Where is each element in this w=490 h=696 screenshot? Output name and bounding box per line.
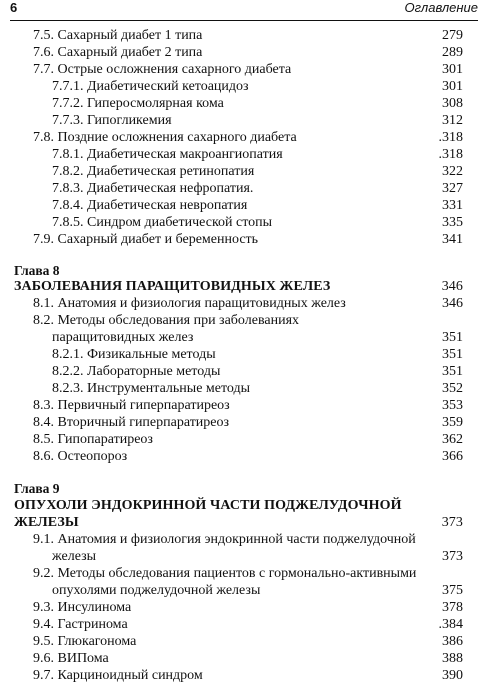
toc-entry-7-7[interactable] bbox=[33, 61, 463, 78]
toc-entry-page: 308 bbox=[442, 96, 463, 111]
toc-entry-8-3[interactable] bbox=[33, 397, 463, 414]
chapter-title-text: ОПУХОЛИ ЭНДОКРИННОЙ ЧАСТИ ПОДЖЕЛУДОЧНОЙ bbox=[14, 498, 402, 513]
toc-entry-page: 327 bbox=[442, 181, 463, 196]
toc-entry-page: 331 bbox=[442, 198, 463, 213]
chapter-8-title[interactable] bbox=[14, 278, 463, 295]
toc-entry-text: 7.7.2. Гиперосмолярная кома bbox=[52, 96, 224, 111]
toc-entry-9-2-cont[interactable] bbox=[52, 582, 463, 599]
toc-entry-text: 8.2.1. Физикальные методы bbox=[52, 347, 216, 362]
toc-entry-page: 351 bbox=[442, 364, 463, 379]
toc-entry-9-2[interactable] bbox=[33, 565, 463, 582]
toc-entry-7-5[interactable] bbox=[33, 27, 463, 44]
toc-entry-page: 366 bbox=[442, 449, 463, 464]
toc-entry-text: 9.4. Гастринома bbox=[33, 617, 128, 632]
toc-entry-text: 7.8.5. Синдром диабетической стопы bbox=[52, 215, 273, 230]
toc-entry-page: 352 bbox=[442, 381, 463, 396]
toc-entry-8-5[interactable] bbox=[33, 431, 463, 448]
toc-entry-text: 8.4. Вторичный гиперпаратиреоз bbox=[33, 415, 230, 430]
toc-entry-text: 7.5. Сахарный диабет 1 типа bbox=[33, 28, 203, 43]
toc-entry-text: 8.2.2. Лабораторные методы bbox=[52, 364, 221, 379]
toc-entry-9-3[interactable] bbox=[33, 599, 463, 616]
toc-entry-9-5[interactable] bbox=[33, 633, 463, 650]
toc-entry-text: 8.3. Первичный гиперпаратиреоз bbox=[33, 398, 230, 413]
toc-entry-7-8-3[interactable] bbox=[52, 180, 463, 197]
toc-entry-page: 341 bbox=[442, 232, 463, 247]
toc-entry-7-8-1[interactable] bbox=[52, 146, 463, 163]
toc-entry-text: 9.3. Инсулинома bbox=[33, 600, 132, 615]
toc-entry-text: 7.7.3. Гипогликемия bbox=[52, 113, 172, 128]
toc-entry-text: 8.2.3. Инструментальные методы bbox=[52, 381, 251, 396]
toc-entry-7-7-2[interactable] bbox=[52, 95, 463, 112]
chapter-title-text: ЖЕЛЕЗЫ bbox=[14, 515, 79, 530]
toc-entry-text: 8.2. Методы обследования при заболеваниях bbox=[33, 313, 300, 328]
toc-entry-text: 9.6. ВИПома bbox=[33, 651, 109, 666]
chapter-title-text: ЗАБОЛЕВАНИЯ ПАРАЩИТОВИДНЫХ ЖЕЛЕЗ bbox=[14, 279, 331, 294]
toc-entry-8-6[interactable] bbox=[33, 448, 463, 465]
toc-entry-9-6[interactable] bbox=[33, 650, 463, 667]
toc-entry-page: 301 bbox=[442, 62, 463, 77]
toc-entry-page: 301 bbox=[442, 79, 463, 94]
toc-entry-page: 335 bbox=[442, 215, 463, 230]
toc-entry-text: опухолями поджелудочной железы bbox=[52, 583, 261, 598]
chapter-9-title-line-1[interactable] bbox=[14, 497, 463, 514]
toc-entry-text: 7.8.4. Диабетическая невропатия bbox=[52, 198, 248, 213]
toc-entry-page: 359 bbox=[442, 415, 463, 430]
toc-entry-text: 8.5. Гипопаратиреоз bbox=[33, 432, 153, 447]
toc-entry-page: 279 bbox=[442, 28, 463, 43]
toc-entry-9-1[interactable] bbox=[33, 531, 463, 548]
toc-entry-7-7-3[interactable] bbox=[52, 112, 463, 129]
chapter-title-page: 346 bbox=[441, 279, 463, 294]
toc-entry-7-9[interactable] bbox=[33, 231, 463, 248]
toc-entry-text: 7.8.3. Диабетическая нефропатия. bbox=[52, 181, 254, 196]
toc-entry-9-1-cont[interactable] bbox=[52, 548, 463, 565]
toc-entry-text: железы bbox=[52, 549, 97, 564]
chapter-title-page: 373 bbox=[441, 515, 463, 530]
toc-entry-text: 7.6. Сахарный диабет 2 типа bbox=[33, 45, 203, 60]
page-number: 6 bbox=[10, 0, 18, 15]
toc-entry-page: 353 bbox=[442, 398, 463, 413]
toc-entry-8-2-3[interactable] bbox=[52, 380, 463, 397]
chapter-9-label: Глава 9 bbox=[14, 481, 60, 496]
toc-entry-page: 346 bbox=[442, 296, 463, 311]
toc-entry-8-2-2[interactable] bbox=[52, 363, 463, 380]
toc-entry-7-8[interactable] bbox=[33, 129, 463, 146]
toc-entry-9-7[interactable] bbox=[33, 667, 463, 684]
chapter-8-label: Глава 8 bbox=[14, 263, 60, 278]
toc-entry-8-1[interactable] bbox=[33, 295, 463, 312]
toc-entry-text: 7.7.1. Диабетический кетоацидоз bbox=[52, 79, 249, 94]
toc-entry-text: 9.5. Глюкагонома bbox=[33, 634, 137, 649]
toc-entry-text: 9.1. Анатомия и физиология эндокринной части поджелудочной bbox=[33, 532, 416, 547]
toc-entry-7-7-1[interactable] bbox=[52, 78, 463, 95]
toc-entry-page: 375 bbox=[442, 583, 463, 598]
toc-entry-page: 373 bbox=[442, 549, 463, 564]
toc-entry-text: 9.7. Карциноидный синдром bbox=[33, 668, 203, 683]
toc-entry-text: 8.6. Остеопороз bbox=[33, 449, 128, 464]
toc-entry-text: 7.7. Острые осложнения сахарного диабета bbox=[33, 62, 292, 77]
toc-entry-page: .384 bbox=[438, 617, 463, 632]
toc-entry-8-2-cont[interactable] bbox=[52, 329, 463, 346]
toc-entry-7-8-2[interactable] bbox=[52, 163, 463, 180]
toc-entry-9-4[interactable] bbox=[33, 616, 463, 633]
toc-entry-page: 386 bbox=[442, 634, 463, 649]
toc-entry-page: .318 bbox=[438, 130, 463, 145]
toc-entry-page: 390 bbox=[442, 668, 463, 683]
toc-entry-page: 351 bbox=[442, 330, 463, 345]
toc-entry-7-8-5[interactable] bbox=[52, 214, 463, 231]
toc-entry-text: 7.8.1. Диабетическая макроангиопатия bbox=[52, 147, 283, 162]
chapter-9-title-line-2[interactable] bbox=[14, 514, 463, 531]
toc-entry-page: 378 bbox=[442, 600, 463, 615]
toc-entry-text: 7.8.2. Диабетическая ретинопатия bbox=[52, 164, 255, 179]
toc-entry-8-4[interactable] bbox=[33, 414, 463, 431]
toc-entry-text: паращитовидных желез bbox=[52, 330, 194, 345]
toc-entry-page: 289 bbox=[442, 45, 463, 60]
toc-entry-7-8-4[interactable] bbox=[52, 197, 463, 214]
toc-entry-8-2-1[interactable] bbox=[52, 346, 463, 363]
toc-entry-page: 351 bbox=[442, 347, 463, 362]
toc-entry-text: 7.8. Поздние осложнения сахарного диабета bbox=[33, 130, 297, 145]
toc-entry-page: 362 bbox=[442, 432, 463, 447]
toc-entry-page: 388 bbox=[442, 651, 463, 666]
toc-entry-page: 322 bbox=[442, 164, 463, 179]
toc-entry-text: 7.9. Сахарный диабет и беременность bbox=[33, 232, 259, 247]
toc-entry-page: .318 bbox=[438, 147, 463, 162]
toc-entry-7-6[interactable] bbox=[33, 44, 463, 61]
toc-entry-text: 9.2. Методы обследования пациентов с гормонально-активными bbox=[33, 566, 417, 581]
toc-entry-8-2[interactable] bbox=[33, 312, 463, 329]
running-title: Оглавление bbox=[404, 0, 478, 15]
toc-entry-text: 8.1. Анатомия и физиология паращитовидных желез bbox=[33, 296, 346, 311]
toc-entry-page: 312 bbox=[442, 113, 463, 128]
